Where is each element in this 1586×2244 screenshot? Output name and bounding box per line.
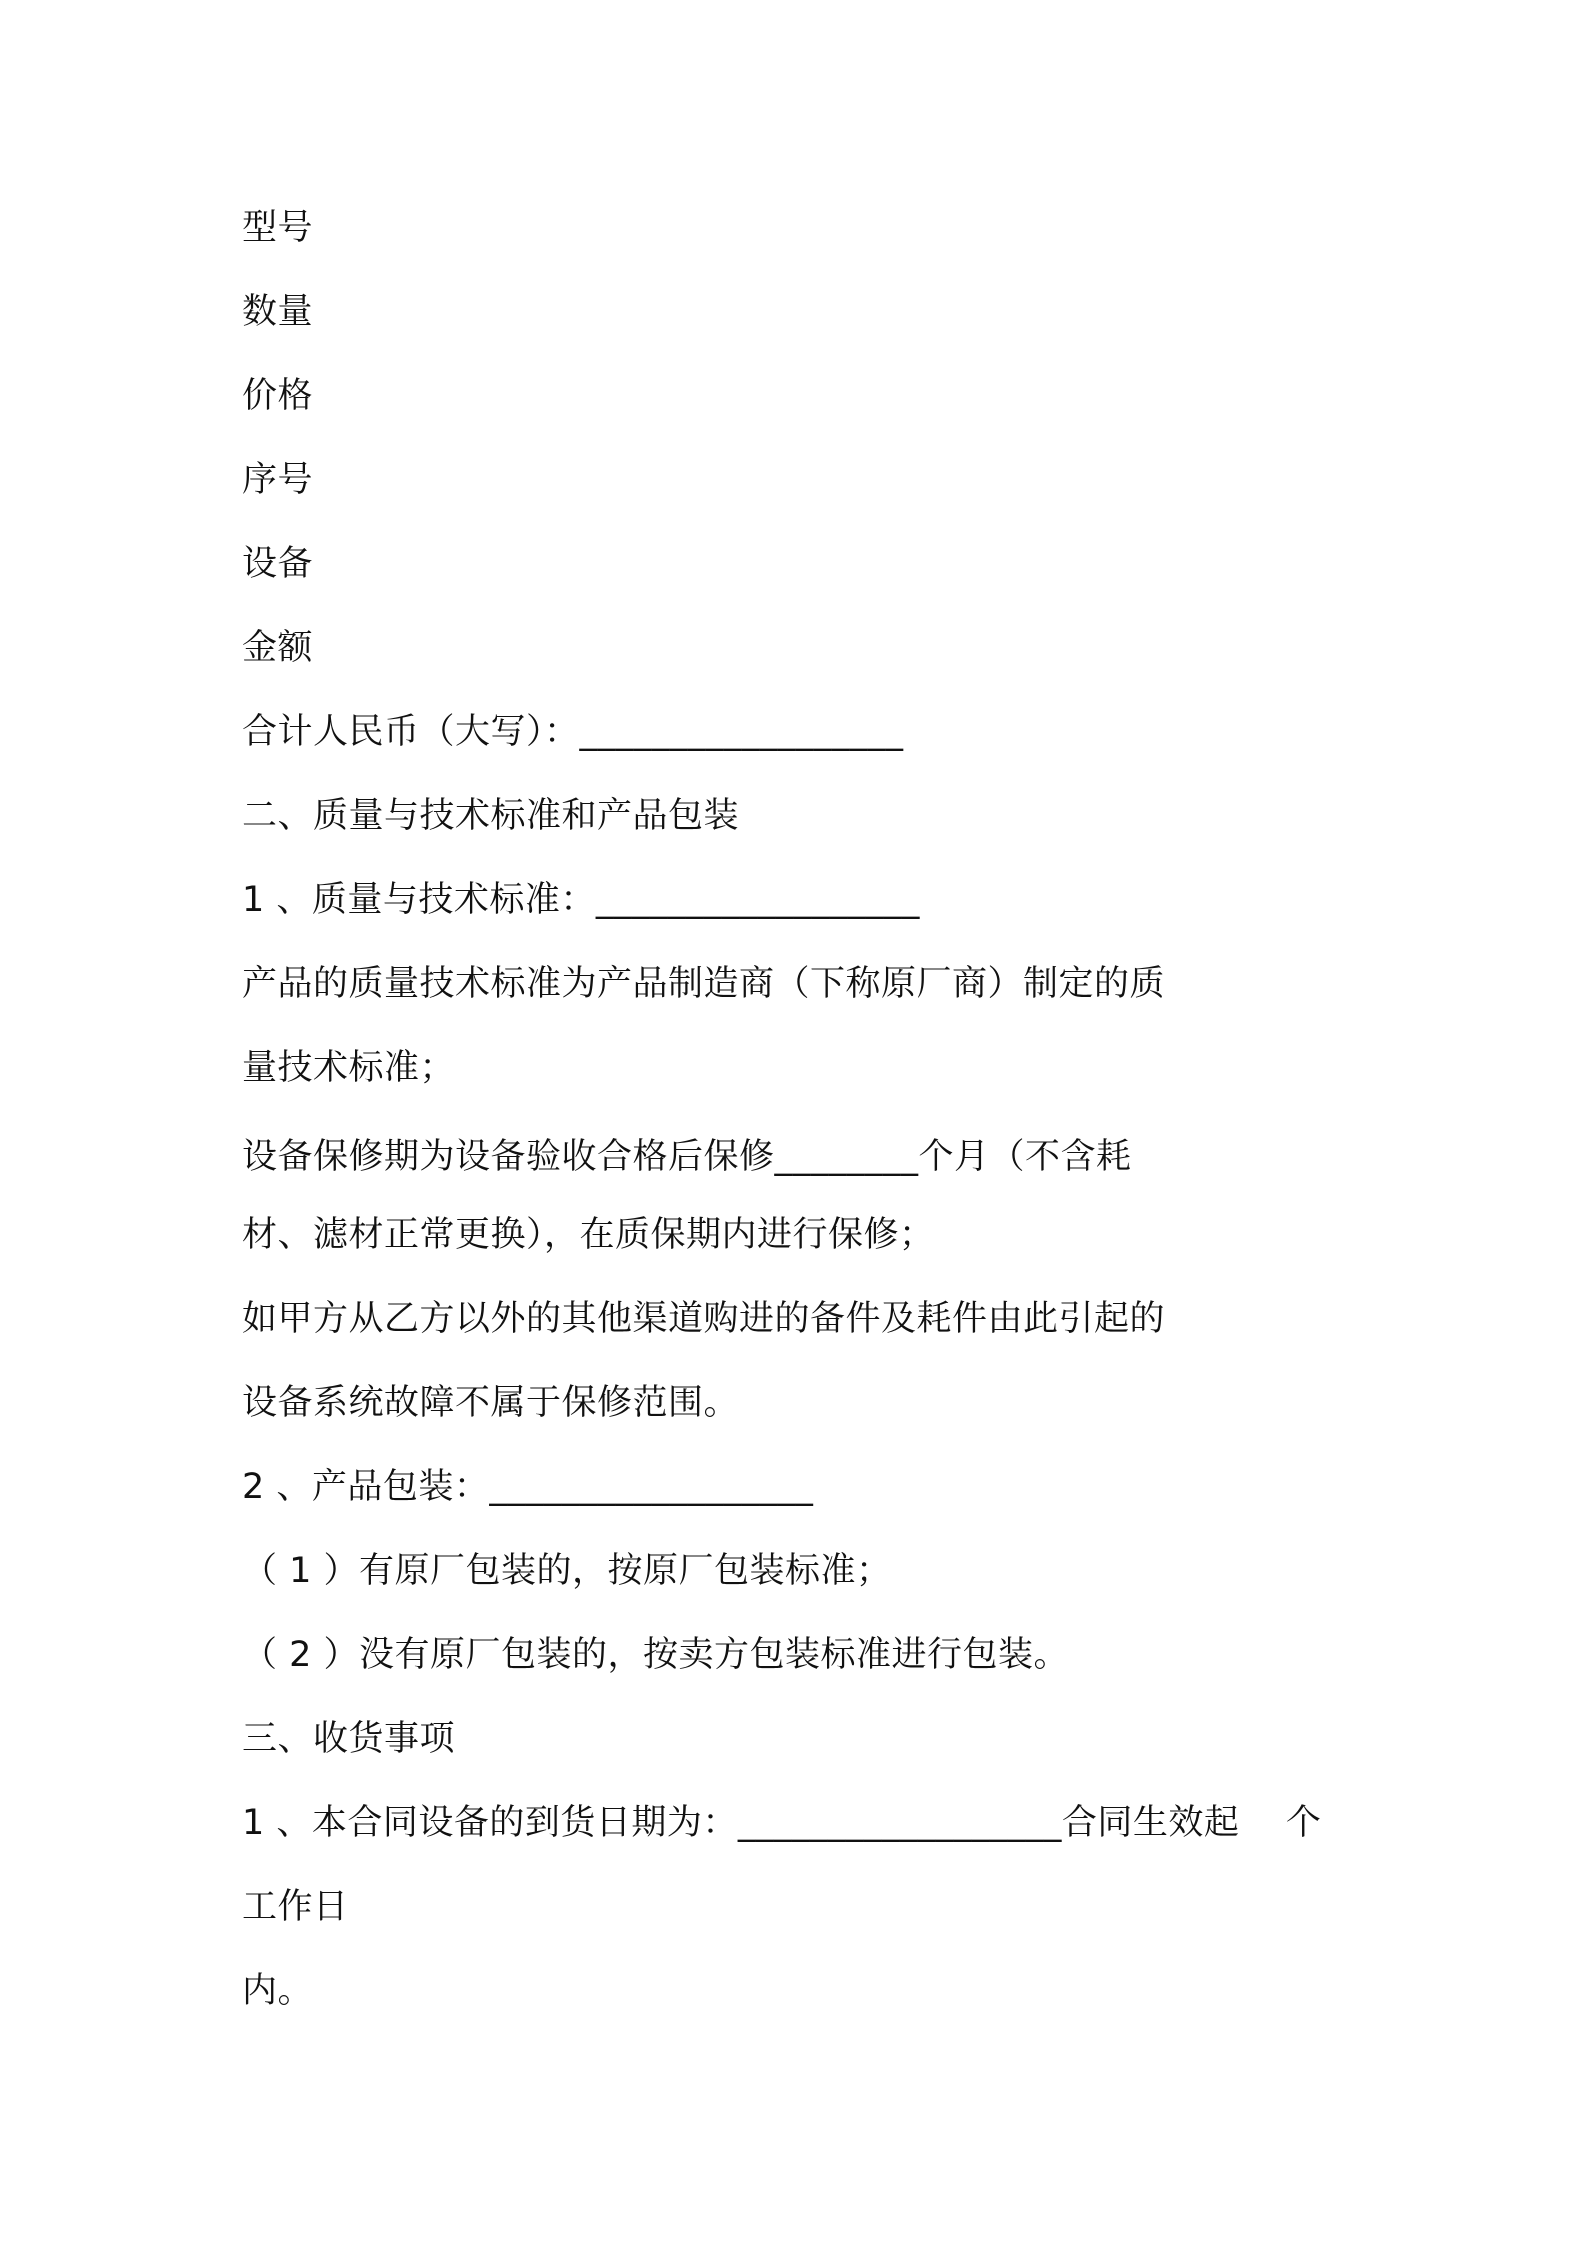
field-label-equipment: 设备 xyxy=(242,544,314,584)
field-label-price: 价格 xyxy=(242,376,314,416)
total-rmb-line: 合计人民币（大写）：__________________ xyxy=(242,712,904,752)
paragraph-line: 设备系统故障不属于保修范围。 xyxy=(242,1383,740,1423)
clause-delivery-date: 1 、本合同设备的到货日期为：__________________合同生效起 个 xyxy=(242,1803,1322,1843)
field-label-amount: 金额 xyxy=(242,628,314,668)
paragraph-line: 设备保修期为设备验收合格后保修________个月（不含耗 xyxy=(242,1137,1132,1177)
list-item: （ 1 ）有原厂包装的，按原厂包装标准； xyxy=(242,1551,892,1591)
section-heading-quality: 二、质量与技术标准和产品包装 xyxy=(242,796,740,836)
paragraph-line: 产品的质量技术标准为产品制造商（下称原厂商）制定的质 xyxy=(242,964,1166,1004)
list-item: （ 2 ）没有原厂包装的，按卖方包装标准进行包装。 xyxy=(242,1635,1070,1675)
paragraph-line: 量技术标准； xyxy=(242,1048,456,1088)
field-label-quantity: 数量 xyxy=(242,292,314,332)
field-label-serial-number: 序号 xyxy=(242,460,314,500)
field-label-model: 型号 xyxy=(242,208,314,248)
paragraph-line: 如甲方从乙方以外的其他渠道购进的备件及耗件由此引起的 xyxy=(242,1299,1166,1339)
section-heading-receiving: 三、收货事项 xyxy=(242,1719,456,1759)
clause-packaging: 2 、产品包装：__________________ xyxy=(242,1467,814,1507)
paragraph-line: 内。 xyxy=(242,1971,314,2011)
paragraph-line: 工作日 xyxy=(242,1887,349,1927)
clause-quality-standard: 1 、质量与技术标准：__________________ xyxy=(242,880,920,920)
paragraph-line: 材、滤材正常更换），在质保期内进行保修； xyxy=(242,1215,935,1255)
